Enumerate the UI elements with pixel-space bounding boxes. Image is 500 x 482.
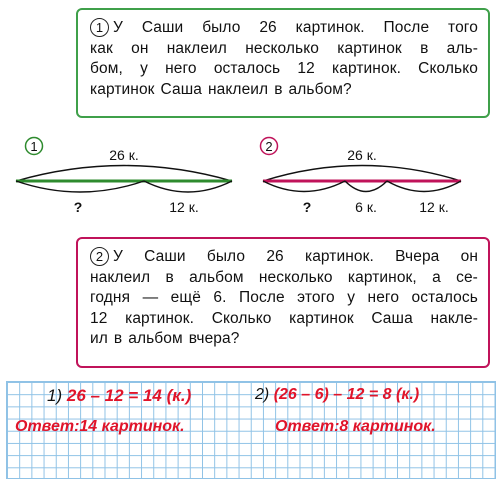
diagram-2-part2-label: 12 к. — [419, 199, 449, 215]
diagram-1-part-arc — [144, 181, 232, 192]
problem-1-line-4: картинок Саша наклеил в альбом? — [90, 80, 352, 98]
diagram-1 — [16, 138, 232, 216]
diagram-2 — [261, 138, 462, 216]
segment-diagrams — [0, 128, 500, 228]
problem-1-line-2: как он наклеил несколько картинок в аль- — [90, 39, 478, 57]
solution-2-expression: (26 – 6) – 12 = 8 (к.) — [273, 386, 420, 403]
solution-1-expression: 26 – 12 = 14 (к.) — [66, 386, 192, 405]
problem-1-line-1: 1 У Саши было 26 картинок. После того — [90, 18, 478, 39]
problem-1-line-3: бом, у него осталось 12 картинок. Сколько — [90, 60, 478, 77]
diagram-1-total-label: 26 к. — [109, 147, 139, 163]
diagram-2-unknown-label: ? — [302, 199, 312, 215]
problem-2-box — [76, 237, 490, 368]
problem-number-badge: 1 — [90, 18, 109, 37]
problem-2-line-3: годня — ещё 6. После этого у него осталось — [90, 289, 478, 306]
problem-2-line-4: 12 картинок. Сколько картинок Саша накле- — [90, 309, 478, 327]
diagram-2-part1-label: 6 к. — [355, 199, 377, 215]
problem-2-line-2: наклеил в альбом несколько картинок, а се- — [90, 268, 478, 286]
solution-1 — [47, 386, 191, 406]
diagram-2-part1-arc — [345, 181, 387, 192]
solution-grid-paper — [6, 381, 496, 479]
problem-2-line-5: ил в альбом вчера? — [90, 330, 240, 347]
diagram-1-part-label: 12 к. — [169, 199, 199, 215]
solution-1-index: 1) — [47, 386, 63, 405]
problem-1-box — [76, 8, 490, 118]
diagram-2-total-arc — [263, 166, 461, 182]
solution-2 — [255, 386, 419, 404]
diagram-1-number: 1 — [30, 139, 38, 154]
diagram-1-total-arc — [16, 166, 232, 182]
diagram-2-number: 2 — [265, 139, 273, 154]
diagram-2-total-label: 26 к. — [347, 147, 377, 163]
diagram-2-part2-arc — [387, 181, 461, 192]
diagram-1-unknown-label: ? — [73, 199, 83, 215]
solution-2-index: 2) — [255, 386, 270, 403]
answer-1: Ответ:14 картинок. — [15, 418, 185, 435]
diagram-1-unknown-arc — [16, 181, 144, 192]
answer-2: Ответ:8 картинок. — [275, 418, 436, 435]
problem-number-badge: 2 — [90, 247, 109, 266]
diagram-2-unknown-arc — [263, 181, 345, 192]
problem-2-line-1: 2 У Саши было 26 картинок. Вчера он — [90, 247, 478, 268]
